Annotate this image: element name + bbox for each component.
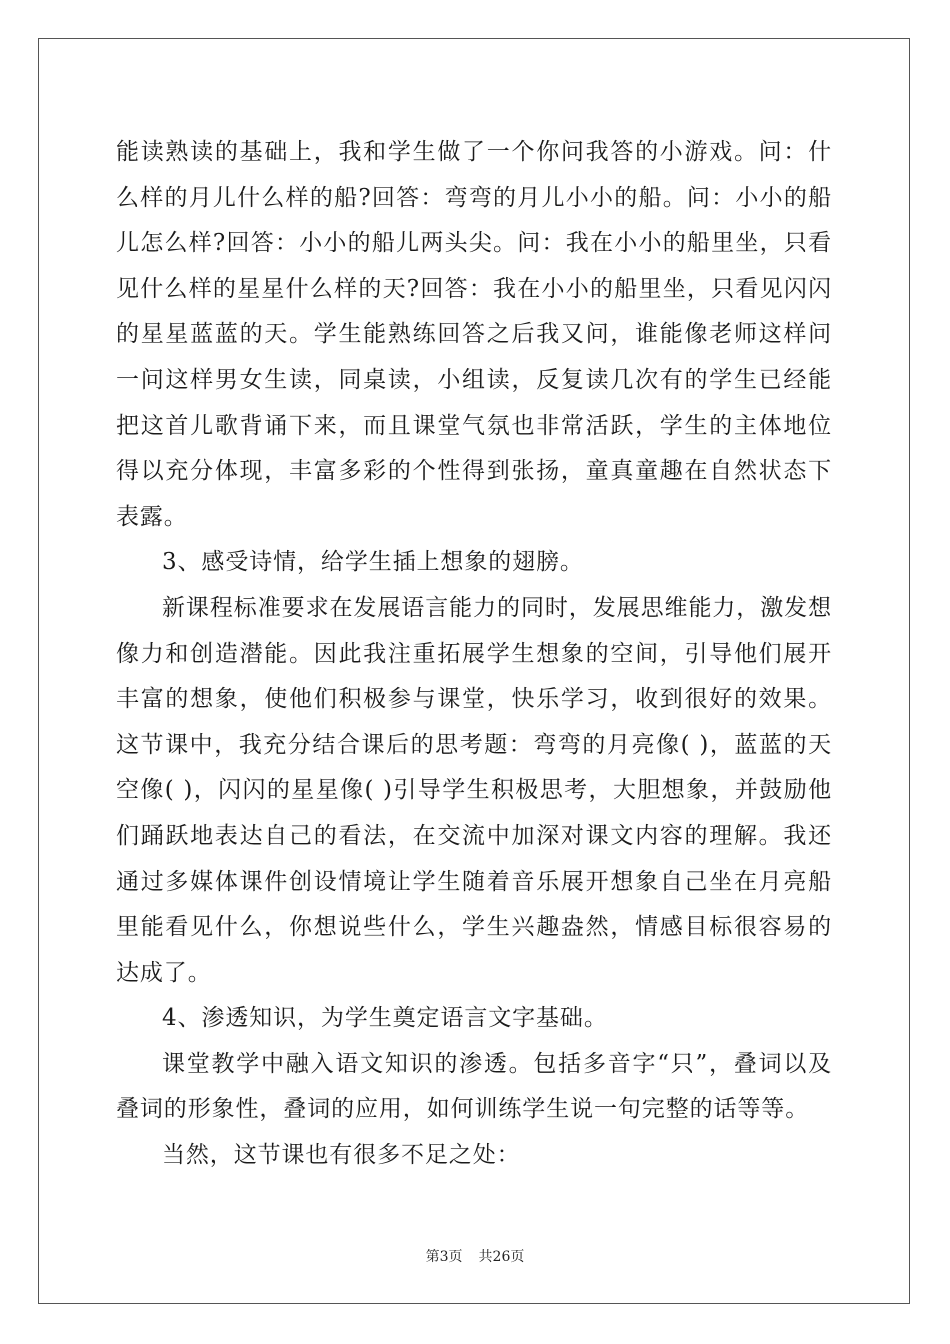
- page-footer: [0, 1246, 950, 1266]
- paragraph: 当然，这节课也有很多不足之处：: [162, 1142, 521, 1169]
- paragraph: 新课程标准要求在发展语言能力的同时，发展思维能力，激发想像力和创造潜能。因此我注重拓展学生想象的空间，引导他们展开丰富的想象，使他们积极参与课堂，快乐学习，收到很好的效果。这节课中，我充分结合课后的思考题：弯弯的月亮像( )，蓝蓝的天空像( )，闪闪的星星像( )引导学生积极思考，大胆想象，并鼓励他们踊跃地表达自己的看法，在交流中加深对课文内容的理解。我还通过多媒体课件创设情境让学生随着音乐展开想象自己坐在月亮船里能看见什么，你想说些什么，学生兴趣盎然，情感目标很容易的达成了。: [116, 594, 832, 986]
- section-heading-3: 3、感受诗情，给学生插上想象的翅膀。: [162, 549, 584, 576]
- document-body: [116, 130, 832, 1179]
- section-heading-4: 4、渗透知识，为学生奠定语言文字基础。: [162, 1005, 608, 1032]
- paragraph: 课堂教学中融入语文知识的渗透。包括多音字“只”，叠词以及叠词的形象性，叠词的应用，如何训练学生说一句完整的话等等。: [116, 1050, 832, 1123]
- page-number: 第3页: [425, 1249, 463, 1265]
- paragraph-continued: 能读熟读的基础上，我和学生做了一个你问我答的小游戏。问：什么样的月儿什么样的船?回答：弯弯的月儿小小的船。问：小小的船儿怎么样?回答：小小的船儿两头尖。问：我在小小的船里坐，只看见什么样的星星什么样的天?回答：我在小小的船里坐，只看见闪闪的星星蓝蓝的天。学生能熟练回答之后我又问，谁能像老师这样问一问这样男女生读，同桌读，小组读，反复读几次有的学生已经能把这首儿歌背诵下来，而且课堂气氛也非常活跃，学生的主体地位得以充分体现，丰富多彩的个性得到张扬，童真童趣在自然状态下表露。: [116, 139, 832, 530]
- page-total: 共26页: [478, 1249, 525, 1265]
